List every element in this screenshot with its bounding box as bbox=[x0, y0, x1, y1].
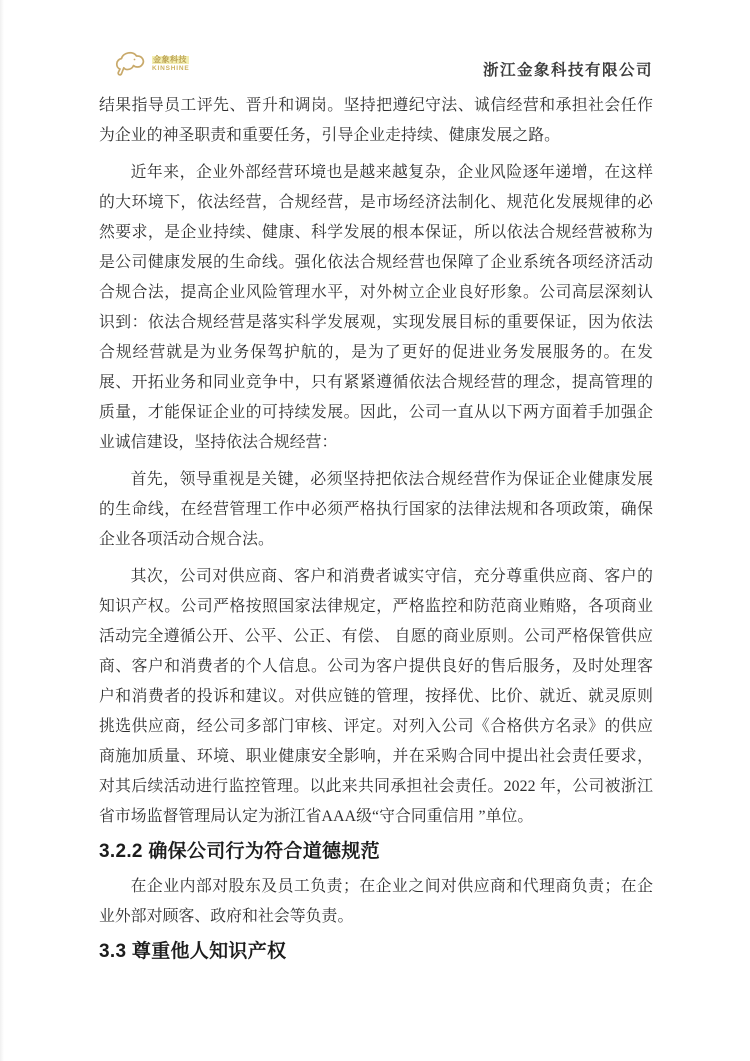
company-name-text: 浙江金象科技有限公司 bbox=[482, 62, 653, 79]
paragraph-recent-years: 近年来，企业外部经营环境也是越来越复杂，企业风险逐年递增，在这样的大环境下，依法经营，合规经营，是市场经济法制化、规范化发展规律的必然要求，是企业持续、健康、科学发展的根本保证，所以依法合规经营被称为是公司健康发展的生命线。强化依法合规经营也保障了企业系统各项经济活动合规合法，提高企业风险管理水平，对外树立企业良好形象。公司高层深刻认识到：依法合规经营是落实科学发展观，实现发展目标的重要保证，因为依法合规经营就是为业务保驾护航的，是为了更好的促进业务发展服务的。在发展、开拓业务和同业竞争中，只有紧紧遵循依法合规经营的理念，提高管理的质量，才能保证企业的可持续发展。因此，公司一直从以下两方面着手加强企业诚信建设，坚持依法合规经营： bbox=[99, 164, 653, 451]
logo-wordmark bbox=[152, 56, 189, 73]
paragraph-continuation: 结果指导员工评先、晋升和调岗。坚持把遵纪守法、诚信经营和承担社会任作为企业的神圣职责和重要任务，引导企业走持续、健康发展之路。 bbox=[99, 97, 653, 144]
logo-brand-en: KINSHINE bbox=[152, 65, 190, 73]
company-logo bbox=[113, 48, 189, 80]
section-heading-3-3: 3.3 尊重他人知识产权 bbox=[99, 941, 287, 962]
paragraph-responsibility: 在企业内部对股东及员工负责；在企业之间对供应商和代理商负责；在企业外部对顾客、政府和社会等负责。 bbox=[99, 878, 653, 925]
document-content bbox=[99, 91, 653, 972]
logo-brand-cn: 金象科技 bbox=[152, 56, 189, 65]
paragraph-first-point: 首先，领导重视是关键，必须坚持把依法合规经营作为保证企业健康发展的生命线，在经营管理工作中必须严格执行国家的法律法规和各项政策，确保企业各项活动合规合法。 bbox=[99, 471, 653, 548]
elephant-cloud-logo-icon bbox=[113, 48, 149, 80]
page-header bbox=[113, 48, 653, 80]
paragraph-second-point: 其次，公司对供应商、客户和消费者诚实守信，充分尊重供应商、客户的知识产权。公司严格按照国家法律规定，严格监控和防范商业贿赂，各项商业活动完全遵循公开、公平、公正、有偿、 自愿的商业原则。公司严格保管供应商、客户和消费者的个人信息。公司为客户提供良好的售后服务，及时处理客户和消费者的投诉和建议。对供应链的管理，按择优、比价、就近、就灵原则挑选供应商，经公司多部门审核、评定。对列入公司《合格供方名录》的供应商施加质量、环境、职业健康安全影响，并在采购合同中提出社会责任要求，对其后续活动进行监控管理。以此来共同承担社会责任。2022 年，公司被浙江省市场监督管理局认定为浙江省AAA级“守合同重信用 ”单位。 bbox=[99, 568, 653, 825]
section-heading-3-2-2: 3.2.2 确保公司行为符合道德规范 bbox=[99, 841, 380, 862]
